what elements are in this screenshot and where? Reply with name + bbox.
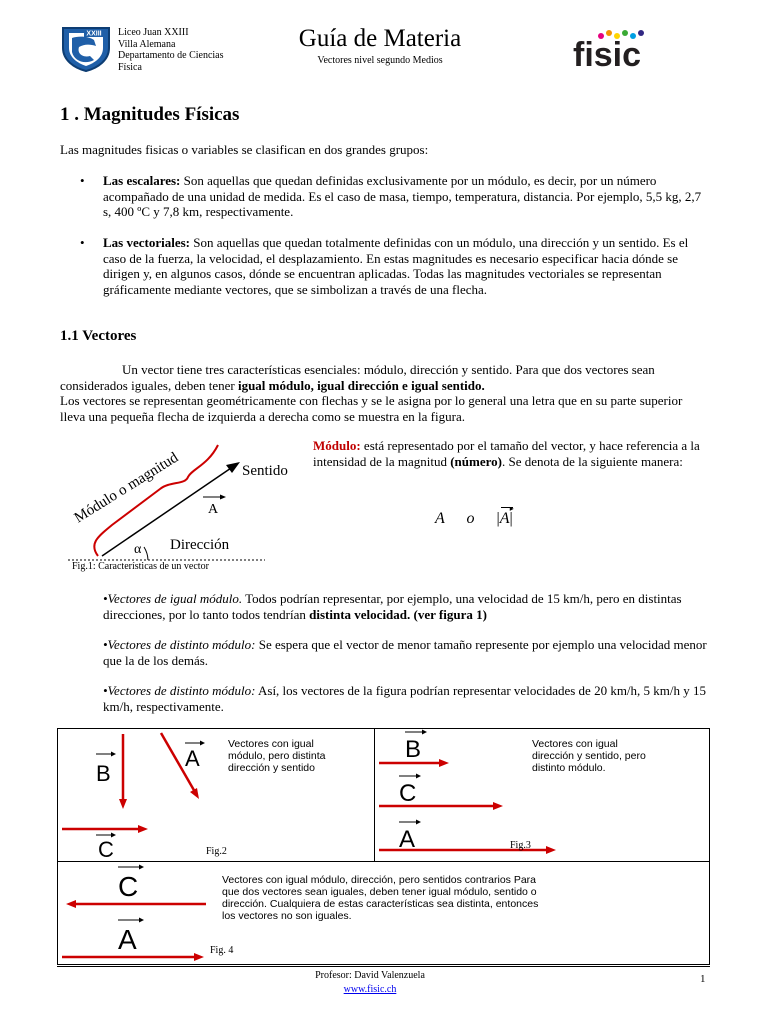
- formula-a: A: [435, 510, 445, 527]
- vector-arrowhead: [226, 462, 240, 473]
- item-equal-modulus-text: Todos podrían representar, por ejemplo, una velocidad de 15 km/h, pero en distintas direcciones, por lo tanto todos tendrían: [103, 591, 682, 622]
- school-subject: Física: [118, 61, 142, 73]
- direction-label: Dirección: [170, 537, 230, 553]
- bullet-dot: •: [80, 173, 85, 188]
- fig3-description: Vectores con igual dirección y sentido, pero distinto módulo.: [532, 738, 646, 774]
- intro-paragraph: Las magnitudes fisicas o variables se clasifican en dos grandes grupos:: [60, 142, 429, 157]
- fig3-label-c: C: [399, 780, 417, 807]
- fig3-label-a: A: [399, 826, 416, 853]
- fig2-vector-b-head: [119, 799, 127, 809]
- item-different-modulus-2: [103, 683, 708, 714]
- item-different-modulus-2-text: Así, los vectores de la figura podrían representar velocidades de 20 km/h, 5 km/h y 15 km/h, respectivamente.: [103, 683, 707, 714]
- fig3-caption: Fig.3: [510, 840, 531, 851]
- school-city: Villa Alemana: [118, 38, 176, 50]
- item-different-modulus: [103, 637, 708, 668]
- vector-label: A: [208, 502, 219, 517]
- fig3-vector-b-head: [439, 759, 449, 767]
- figure-1-caption: Fig.1: Características de un vector: [72, 561, 209, 572]
- school-department: Departamento de Ciencias: [118, 50, 224, 61]
- scalars-text: Son aquellas que quedan definidas exclusivamente por un módulo, es decir, por un número acompañado de una unidad de medida. Es el caso de masa, tiempo, temperatura, distancia. Por ejemplo, 5,5 kg, 2,7 s, 400 ºC y 7,8 km, respectivamente.: [103, 173, 702, 219]
- fig4-vector-a-head: [194, 953, 204, 961]
- page-number: 1: [700, 973, 706, 985]
- modulo-bold: (número): [450, 453, 502, 469]
- modulo-text-end: . Se denota de la siguiente manera:: [501, 453, 683, 469]
- modulo-label: Módulo:: [313, 438, 361, 453]
- modulo-paragraph: [313, 438, 708, 469]
- item-different-modulus-title: •Vectores de distinto módulo:: [103, 637, 256, 652]
- fig4-caption: Fig. 4: [210, 945, 234, 956]
- fig3-label-b: B: [405, 736, 422, 763]
- fig2-description: Vectores con igual módulo, pero distinta dirección y sentido: [228, 738, 326, 774]
- item-equal-modulus-bold: distinta velocidad. (ver figura 1): [309, 606, 487, 622]
- magnitude-label: Módulo o magnitud: [71, 449, 182, 527]
- fig2-vector-a-head: [190, 788, 199, 799]
- modulo-formula: A o | ▸ A|: [435, 504, 514, 527]
- modulo-text: está representado por el tamaño del vector, y hace referencia a la intensidad de la magnitud: [313, 438, 700, 469]
- fig2-label-a: A: [185, 746, 200, 771]
- vectorials-label: Las vectoriales:: [103, 235, 191, 250]
- fig2-caption: Fig.2: [206, 846, 227, 857]
- fig4-label-c: C: [118, 871, 139, 902]
- fig2-label-c: C: [98, 837, 114, 861]
- angle-arc: [144, 547, 148, 560]
- school-name: Liceo Juan XXIII: [118, 27, 189, 38]
- vectors-paragraph-text: Un vector tiene tres características esenciales: módulo, dirección y sentido. Para que dos vectores sean considerados iguales, deben tener: [60, 362, 655, 393]
- school-info: [118, 27, 268, 73]
- item-equal-modulus: [103, 591, 708, 622]
- footer-rule: [57, 966, 710, 967]
- figure-1-vector-characteristics: [60, 425, 310, 575]
- vectorials-text: Son aquellas que quedan totalmente definidas con un módulo, una dirección y un sentido. Es el caso de la fuerza, la velocidad, el desplazamiento. En estas magnitudes es necesario especificar hacia dónde se dirigen y, en algunos casos, dónde se encuentran aplicadas. Todas las magnitudes vectoriales se representan gráficamente mediante vectores, que se simbolizan a través de una flecha.: [103, 235, 689, 297]
- footer-link[interactable]: www.fisic.ch: [343, 984, 397, 995]
- item-different-modulus-2-title: •Vectores de distinto módulo:: [103, 683, 256, 698]
- scalars-paragraph: [103, 173, 703, 220]
- formula-o: o: [466, 510, 475, 527]
- vectors-paragraph: [60, 362, 705, 393]
- fig4-description: Vectores con igual módulo, dirección, pero sentidos contrarios Para que dos vectores sean iguales, deben tener igual módulo, sentido o dirección. Cualquiera de estas características sea distinta, entonces los vectores no son iguales.: [222, 874, 539, 922]
- vector-label-arrowhead: [220, 495, 226, 500]
- footer-professor: Profesor: David Valenzuela: [315, 970, 425, 981]
- fig3-vector-c-head: [493, 802, 503, 810]
- section-heading-vectors: 1.1 Vectores: [60, 328, 137, 344]
- formula-abs-a: A: [499, 510, 510, 527]
- bullet-dot: •: [80, 235, 85, 250]
- fisic-logo: [573, 28, 683, 72]
- figures-box: [57, 728, 710, 965]
- fig2-label-b: B: [96, 761, 111, 786]
- school-emblem: [60, 26, 112, 72]
- page-title: Guía de Materia: [298, 25, 462, 52]
- fig3-vector-a-head: [546, 846, 556, 854]
- item-different-modulus-text: Se espera que el vector de menor tamaño represente por ejemplo una velocidad menor que la de los demás.: [103, 637, 707, 668]
- item-equal-modulus-title: •Vectores de igual módulo.: [103, 591, 243, 606]
- vectors-representation-paragraph: Los vectores se representan geométricamente con flechas y se le asigna por lo general una letra que en su parte superior lleva una pequeña flecha de izquierda a derecha como se muestra en la figura.: [60, 393, 683, 424]
- fig2-vector-c-head: [138, 825, 148, 833]
- page-subtitle: Vectores nivel segundo Medios: [317, 55, 443, 66]
- vectorials-paragraph: [103, 235, 703, 297]
- logo-text: fisic: [573, 36, 642, 72]
- section-heading-magnitudes: 1 . Magnitudes Físicas: [60, 104, 240, 125]
- scalars-label: Las escalares:: [103, 173, 181, 188]
- angle-label: α: [134, 542, 142, 557]
- fig4-label-a: A: [118, 924, 137, 955]
- fig4-vector-c-head: [66, 900, 76, 908]
- sense-label: Sentido: [242, 463, 288, 479]
- emblem-text: XXIII: [86, 30, 102, 38]
- vectors-paragraph-bold: igual módulo, igual dirección e igual sentido.: [237, 377, 485, 393]
